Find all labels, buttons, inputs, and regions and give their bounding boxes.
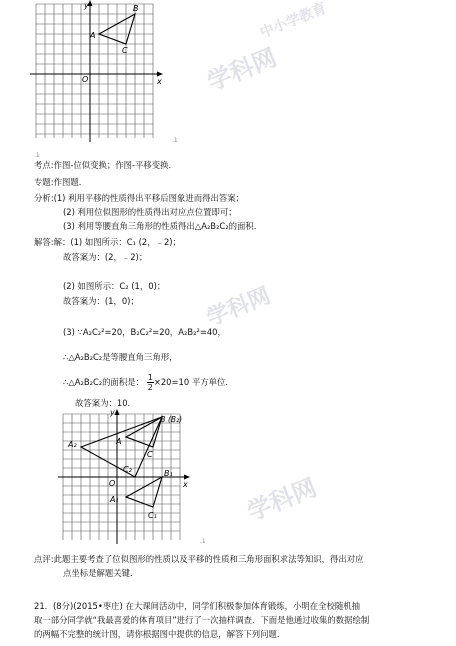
kaodian-label: 考点: — [34, 160, 54, 170]
watermark: 学科网 — [203, 283, 275, 332]
kaodian-line — [34, 160, 177, 171]
jieda-line-2: (2) 如图所示：C₂ (1，0)； — [63, 281, 166, 291]
dianping-label: 点评: — [34, 554, 54, 564]
point-a-label: A — [90, 31, 96, 40]
figure-2-grid — [55, 407, 205, 547]
question-21-line-2: 取一部分同学就“我最喜爱的体育项目”进行了一次抽样调查．下面是他通过收集的数据绘制 — [34, 615, 370, 625]
point-c2-label: C₂ — [123, 465, 132, 474]
point-b2-label: (B₂) — [168, 415, 183, 424]
question-21-line-1: 21．(8分)(2015•枣庄) 在大课间活动中，同学们积极参加体育锻炼，小明在全校随机抽 — [34, 601, 360, 611]
jieda-line-1 — [34, 237, 181, 248]
zhuanti-line — [34, 177, 87, 188]
jieda-line-3: (3) ∵A₂C₂²=20，B₂C₂²=20，A₂B₂²=40， — [63, 327, 226, 337]
point-c-label: C — [147, 450, 153, 459]
jieda-label: 解答: — [34, 237, 54, 247]
answer-2: 故答案为：(1，0)； — [63, 296, 139, 306]
fenxi-line-3: (3) 利用等腰直角三角形的性质得出△A₂B₂C₂的面积． — [63, 221, 263, 231]
x-axis-label: x — [157, 77, 162, 86]
point-c-label: C — [122, 46, 128, 55]
watermark: 学科网 — [203, 43, 281, 97]
point-b-label: B — [160, 415, 166, 424]
figure-1-grid — [24, 0, 174, 145]
fraction-denominator: 2 — [147, 383, 153, 392]
origin-label: O — [109, 479, 116, 488]
area-prefix: ∴△A₂B₂C₂的面积是： — [63, 377, 145, 387]
x-axis-label: x — [183, 480, 188, 489]
watermark: 中小学教育 — [257, 0, 329, 42]
point-a1-label: A₁ — [110, 495, 119, 504]
fraction-half — [147, 373, 154, 392]
answer-1: 故答案为：(2，﹣2)； — [63, 252, 148, 262]
fenxi-line-1 — [34, 193, 244, 204]
kaodian-text: 作图-位似变换；作图-平移变换． — [53, 160, 177, 170]
triangle-conclusion: ∴△A₂B₂C₂是等腰直角三角形， — [63, 352, 178, 362]
point-a-label: A — [116, 437, 122, 446]
area-line — [63, 373, 234, 392]
dianping-line-1 — [34, 554, 363, 565]
zhuanti-label: 专题: — [34, 177, 54, 187]
point-c1-label: C₁ — [148, 511, 157, 520]
zhuanti-text: 作图题． — [53, 177, 88, 187]
point-a2-label: A₂ — [68, 440, 77, 449]
dianping-text-1: 此题主要考查了位似图形的性质以及平移的性质和三角形面积求法等知识，得出对应 — [53, 554, 364, 564]
y-axis-label: y — [84, 1, 89, 10]
point-b-label: B — [133, 4, 139, 13]
fenxi-text-1: (1) 利用平移的性质得出平移后图象进而得出答案； — [53, 193, 244, 203]
y-axis-label: y — [110, 408, 115, 417]
answer-3: 故答案为：10． — [75, 398, 136, 408]
question-21-line-3: 的两幅不完整的统计图，请你根据图中提供的信息，解答下列问题． — [34, 629, 286, 639]
point-b1-label: B₁ — [164, 469, 173, 478]
fenxi-label: 分析: — [34, 193, 54, 203]
dianping-line-2: 点坐标是解题关键． — [63, 568, 139, 578]
jieda-text-1: 解：(1) 如图所示：C₁ (2，﹣2)； — [53, 237, 181, 247]
area-suffix: ×20=10 平方单位． — [153, 377, 234, 387]
fraction-numerator: 1 — [147, 373, 153, 382]
fenxi-line-2: (2) 利用位似图形的性质得出对应点位置即可； — [63, 207, 237, 217]
origin-label: O — [82, 75, 89, 84]
watermark: 学科网 — [243, 473, 321, 527]
